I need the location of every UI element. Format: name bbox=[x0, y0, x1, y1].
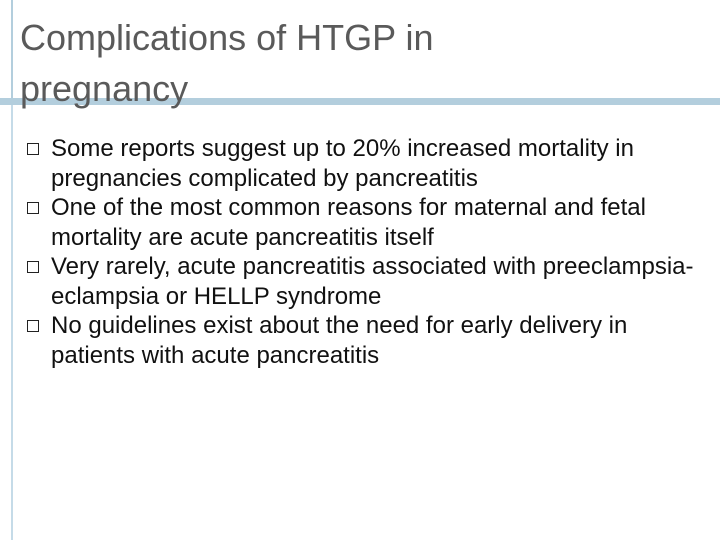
vertical-accent-line-top bbox=[11, 0, 13, 98]
square-bullet-icon bbox=[27, 320, 39, 332]
bullet-item bbox=[24, 193, 704, 252]
bullet-item bbox=[24, 134, 704, 193]
bullet-text: No guidelines exist about the need for early delivery in patients with acute pancreatitis bbox=[51, 312, 628, 369]
bullet-text: Some reports suggest up to 20% increased mortality in pregnancies complicated by pancreatitis bbox=[51, 135, 634, 192]
bullet-item bbox=[24, 252, 704, 311]
bullet-text: Very rarely, acute pancreatitis associated with preeclampsia-eclampsia or HELLP syndrome bbox=[51, 253, 694, 310]
bullet-text: One of the most common reasons for maternal and fetal mortality are acute pancreatitis itself bbox=[51, 194, 646, 251]
bullet-list bbox=[24, 134, 704, 370]
square-bullet-icon bbox=[27, 202, 39, 214]
square-bullet-icon bbox=[27, 261, 39, 273]
slide-title: Complications of HTGP in pregnancy bbox=[20, 17, 434, 109]
bullet-item bbox=[24, 311, 704, 370]
square-bullet-icon bbox=[27, 143, 39, 155]
